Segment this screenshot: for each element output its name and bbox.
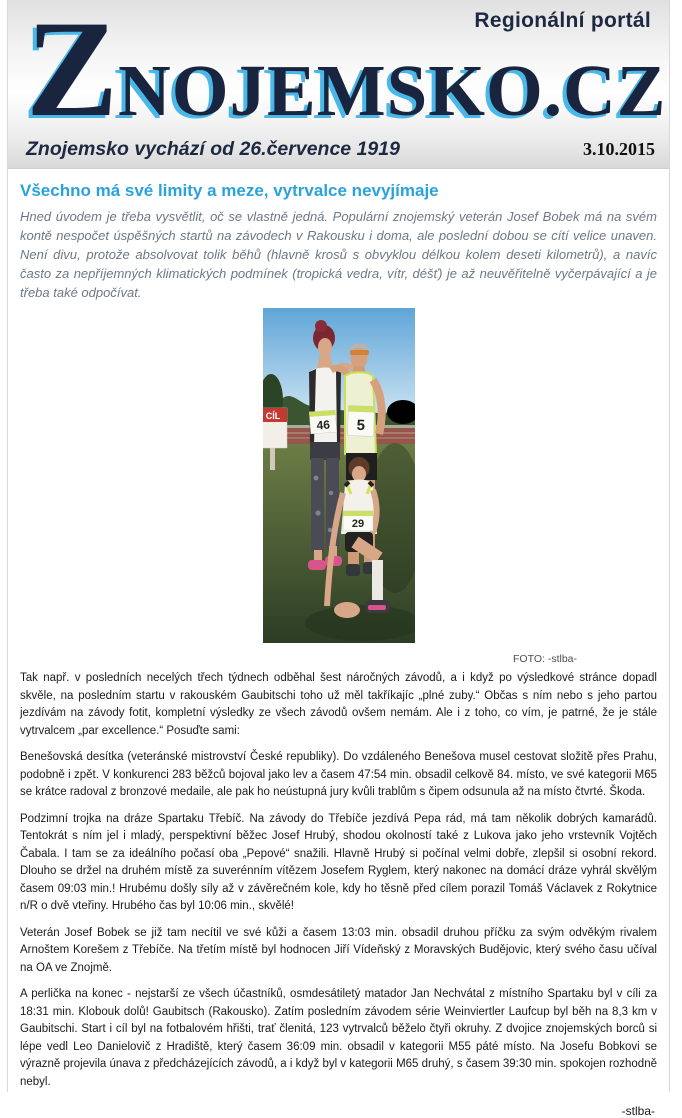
svg-text:29: 29	[351, 518, 364, 530]
article-body	[20, 670, 657, 1091]
race-bib-front	[343, 511, 373, 531]
race-bib-left	[309, 410, 336, 434]
body-paragraph-2: Benešovská desítka (veteránské mistrovství České republiky). Do vzdáleného Benešova musel cestovat složitě přes Prahu, podobně i zpět. V konkurenci 283 běžců bojoval jako lev a časem 47:54 min. obsadil celkově 84. místo, ve své kategorii M65 se krátce radoval z bronzové medaile, ale pak ho neústupná jury kvůli trablům s čipem odsunula až na místo čtvrté. Škoda.	[20, 751, 657, 798]
article-lead: Hned úvodem je třeba vysvětlit, oč se vlastně jedná. Populární znojemský veterán Josef Bobek má na svém kontě nespočet úspěšných startů na závodech v Rakousku i doma, ale poslední dobou se cítí velice unaven. Není divu, protože absolvovat tolik běhů (hlavně krosů s obvyklou délkou kolem deseti kilometrů), a navíc často za nepříjemných klimatických podmínek (tropická vedra, vítr, déšť) je až neuvěřitelně vyčerpávající a je třeba také odpočívat.	[20, 209, 657, 300]
photo-caption: FOTO: -stlba-	[513, 653, 577, 665]
svg-text:CÍL: CÍL	[265, 411, 280, 421]
body-paragraph-3: Podzimní trojka na dráze Spartaku Třebíč. Na závody do Třebíče jezdívá Pepa rád, má tam několik dobrých kamarádů. Tentokrát s ním jel i mladý, perspektivní běžec Josef Hrubý, shodou okolností také z Lukova jako jeho vrstevník Vojtěch Čabala. I tam se za ideálního počasí oba „Pepové“ snažili. Hlavně Hrubý si počínal velmi dobře, zlepšil si osobní rekord. Dlouho se držel na druhém místě za suverénním vítězem Josefem Ryglem, který nakonec na domácí dráze vyhrál skvělým časem 09:03 min.! Hrubému došly síly až v závěrečném kole, kdy ho těsně před cílem porazil Tomáš Václavek z Rokytnice n/R o dvě vteřiny. Hrubého čas byl 10:06 min., skvělé!	[20, 812, 657, 912]
svg-text:46: 46	[315, 417, 330, 433]
site-logo[interactable]	[26, 0, 667, 145]
body-paragraph-5: A perlička na konec - nejstarší ze všech účastníků, osmdesátiletý matador Jan Nechvátal z místního Spartaku byl v cíli za 18:31 min. Klobouk dolů! Gaubitsch (Rakousko). Zatím posledním závodem série Weinviertler Laufcup byl běh na 8,3 km v Gaubitschi. Start i cíl byl na fotbalovém hřišti, trať členitá, 123 vytrvalců běželo čtyři okruhy. Z dvojice znojemských borců si lépe vedl Leo Danielovič z Hradiště, který časem 36:09 min. obsadil v kategorii M55 páté místo. Na Josefu Bobkovi se výrazně projevila únava z předcházejících závodů, a i když byl v kategorii M65 druhý, s časem 39:30 min. spokojen rozhodně nebyl.	[20, 988, 657, 1088]
article-signature: -stlba-	[621, 1104, 655, 1118]
logo-name: NOJEMSKO.CZ	[118, 50, 667, 131]
site-tagline: Regionální portál	[474, 9, 651, 32]
svg-text:5: 5	[355, 416, 365, 435]
article	[8, 181, 669, 1118]
article-title[interactable]: Všechno má své limity a meze, vytrvalce nevyjímaje	[20, 181, 439, 200]
body-paragraph-4: Veterán Josef Bobek se již tam necítil ve své kůži a časem 13:03 min. obsadil druhou příčku za svým odvěkým rivalem Arnoštem Korešem z Třebíče. Na třetím místě byl hodnocen Jiří Vídeňský z Moravských Budějovic, který svého času učíval na OA ve Znojmě.	[20, 926, 657, 974]
page-container	[7, 0, 670, 1118]
runners-photo-illustration	[263, 308, 415, 643]
issue-date: 3.10.2015	[583, 139, 655, 159]
masthead-bottom-row	[8, 138, 669, 161]
race-bib-right	[347, 406, 374, 437]
masthead	[8, 0, 669, 169]
logo-initial: Z	[26, 0, 119, 145]
body-paragraph-1: Tak např. v posledních necelých třech týdnech odběhal šest náročných závodů, a i když po výsledkové stránce dopadl skvěle, na posledním startu v rakouském Gaubitschi toho už měl takříkajíc „plné zuby.“ Občas s ním nebo s jeho partou jezdívám na závody fotit, kompletní výsledky ze všech závodů ovšem nemám. Ale i z toho, co vím, je patrné, že je stále vytrvalcem „par excellence.“ Posuďte sami:	[20, 672, 657, 737]
masthead-subtitle: Znojemsko vychází od 26.července 1919	[26, 138, 400, 160]
article-photo[interactable]	[263, 308, 415, 643]
